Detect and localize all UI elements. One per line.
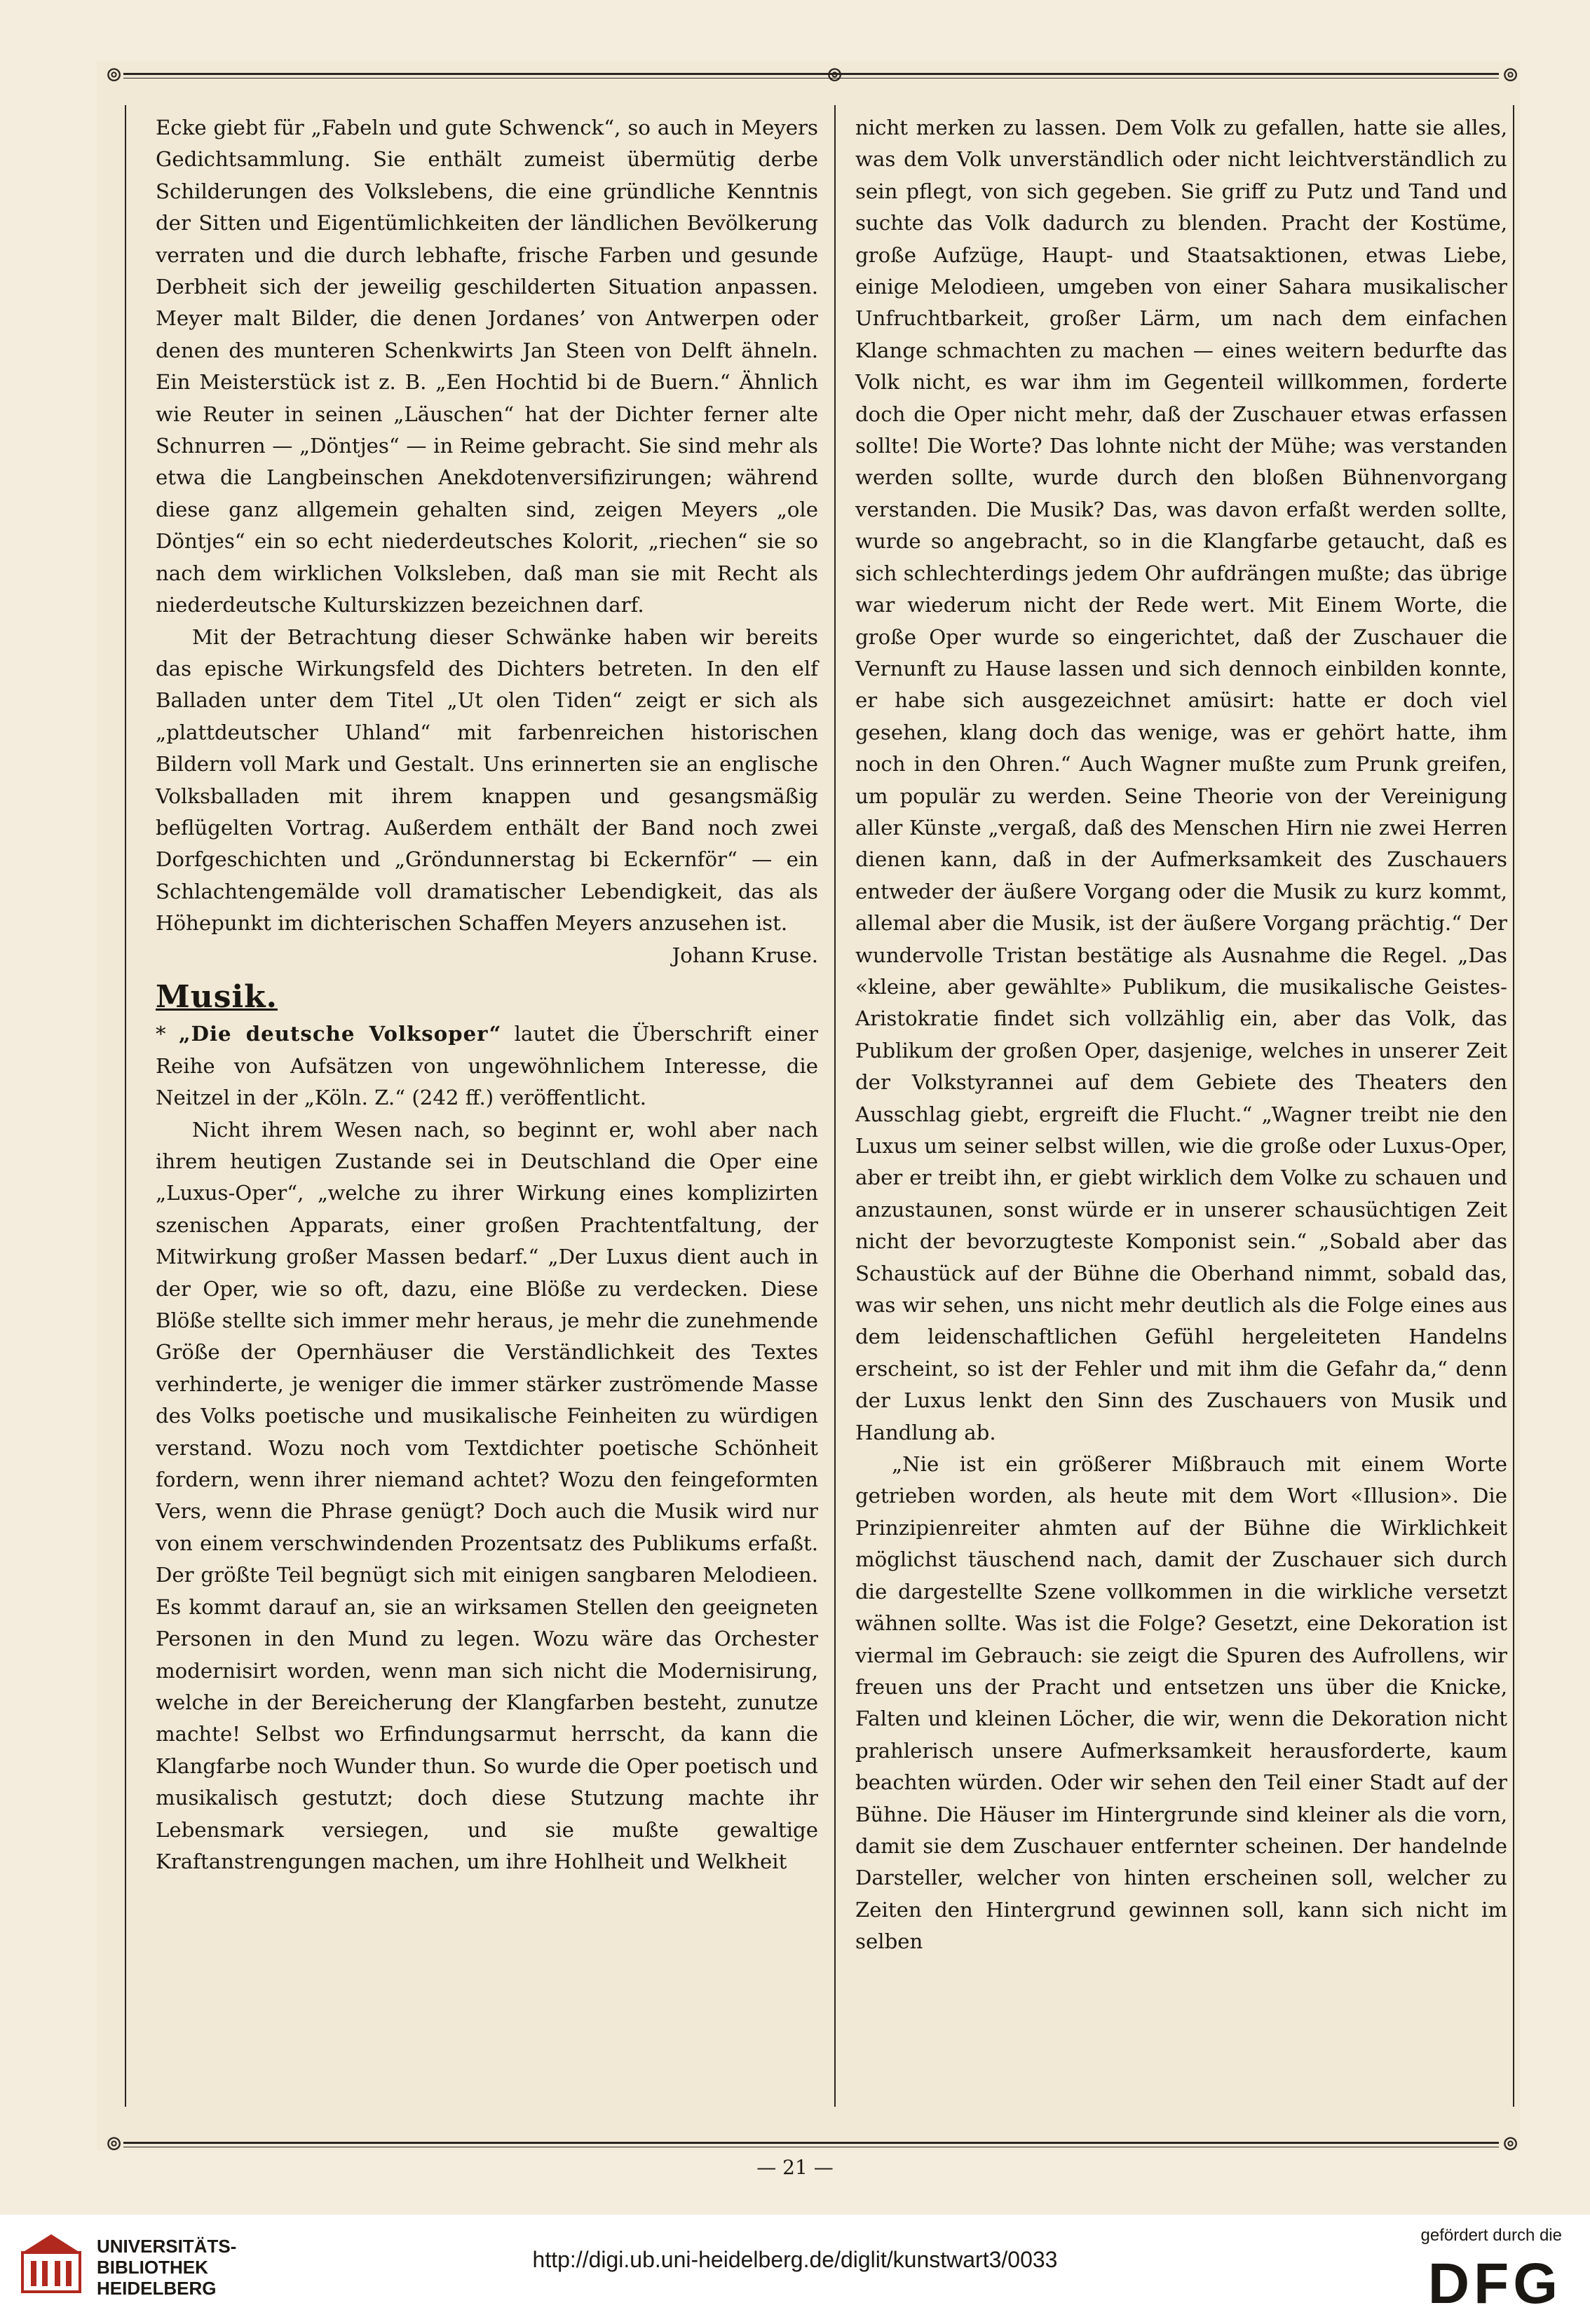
library-name-line-1: UNIVERSITÄTS- xyxy=(97,2236,237,2257)
author-signature: Johann Kruse. xyxy=(672,943,818,967)
column-divider-line xyxy=(834,105,836,2107)
ornament-top-left: ⊚ xyxy=(105,62,123,87)
page-number: — 21 — xyxy=(756,2156,834,2179)
left-border-line xyxy=(125,105,126,2107)
dfg-logo: DFG xyxy=(1427,2252,1562,2316)
article-title: „Die deutsche Volksoper“ xyxy=(178,1022,502,1046)
library-name-line-3: HEIDELBERG xyxy=(97,2278,217,2299)
left-paragraph-4: Nicht ihrem Wesen nach, so beginnt er, wohl aber nach ihrem heutigen Zustande sei in Deutschland die Oper eine „Luxus-Oper“, „welche zu ihrer Wirkung eines komplizirten szenischen Apparats, einer großen Prachtentfaltung, der Mitwirkung großer Massen bedarf.“ „Der Luxus dient auch in der Oper, wie so oft, dazu, eine Blöße zu verdecken. Diese Blöße stellte sich immer mehr heraus, je mehr die zunehmende Größe der Opernhäuser die Verständlichkeit des Textes verhinderte, je weniger die immer stärker zuströmende Masse des Volks poetische und musikalische Feinheiten zu würdigen verstand. Wozu noch vom Textdichter poetische Schönheit fordern, wenn ihrer niemand achtet? Wozu den feingeformten Vers, wenn die Phrase genügt? Doch auch die Musik wird nur von einem verschwindenden Prozentsatz des Publikums erfaßt. Der größte Teil begnügt sich mit einigen sangbaren Melodieen. Es kommt darauf an, sie an wirksamen Stellen den geeigneten Personen in den Mund zu legen. Wozu wäre das Orchester modernisirt worden, wenn man sich nicht die Modernisirung, welche in der Bereicherung der Klangfarben besteht, zunutze machte! Selbst wo Erfindungsarmut herrscht, da kann die Klangfarbe noch Wunder thun. So wurde die Oper poetisch und musikalisch gestutzt; doch diese Stutzung machte ihr Lebensmark versiegen, und sie mußte gewaltige Kraftanstrengungen machen, um ihre Hohlheit und Welkheit xyxy=(156,1117,818,1873)
ornament-top-middle: ⊚ xyxy=(826,62,844,87)
left-paragraph-1: Ecke giebt für „Fabeln und gute Schwenck“, so auch in Meyers Gedichtsammlung. Sie enthält zumeist übermütig derbe Schilderungen des Volkslebens, die eine gründliche Kenntnis der Sitten und Eigentümlichkeiten der ländlichen Bevölkerung verraten und die durch lebhafte, frische Farben und gesunde Derbheit sich der jeweilig geschilderten Situation anpassen. Meyer malt Bilder, die denen Jordanes’ von Antwerpen oder denen des munteren Schenkwirts Jan Steen von Delft ähneln. Ein Meisterstück ist z. B. „Een Hochtid bi de Buern.“ Ähnlich wie Reuter in seinen „Läuschen“ hat der Dichter ferner alte Schnurren — „Döntjes“ — in Reime gebracht. Sie sind mehr als etwa die Langbeinschen Anekdotenversifizirungen; während diese ganz allgemein gehalten sind, zeigen Meyers „ole Döntjes“ ein so echt niederdeutsches Kolorit, „riechen“ sie so nach dem wirklichen Volksleben, daß man sie mit Recht als niederdeutsche Kulturskizzen bezeichnen darf. xyxy=(156,116,818,617)
left-text-column xyxy=(156,112,818,1878)
right-text-column xyxy=(855,112,1507,1958)
left-paragraph-2: Mit der Betrachtung dieser Schwänke haben wir bereits das epische Wirkungsfeld des Dichters betreten. In den elf Balladen unter dem Titel „Ut olen Tiden“ zeigt er sich als „plattdeutscher Uhland“ mit farbenreichen historischen Bildern voll Mark und Gestalt. Uns erinnerten sie an englische Volksballaden mit ihrem knappen und gesangsmäßig beflügelten Vortrag. Außerdem enthält der Band noch zwei Dorfgeschichten und „Gröndunnerstag bi Eckernför“ — ein Schlachtengemälde voll dramatischer Lebendigkeit, das als Höhepunkt im dichterischen Schaffen Meyers anzusehen ist. xyxy=(156,624,818,936)
library-name-line-2: BIBLIOTHEK xyxy=(97,2257,208,2278)
top-double-rule xyxy=(123,73,1499,78)
right-paragraph-1: nicht merken zu lassen. Dem Volk zu gefallen, hatte sie alles, was dem Volk unverständlich oder nicht leichtverständlich zu sein pflegt, von sich gegeben. Sie griff zu Putz und Tand und suchte das Volk dadurch zu blenden. Pracht der Kostüme, große Aufzüge, Haupt- und Staatsaktionen, etwas Liebe, einige Melodieen, umgeben von einer Sahara musikalischer Unfruchtbarkeit, großer Lärm, um nach dem einfachen Klange schmachten zu machen — eines weitern bedurfte das Volk nicht, es war ihm im Gegenteil willkommen, forderte doch die Oper nicht mehr, daß der Zuschauer etwas erfassen sollte! Die Worte? Das lohnte nicht der Mühe; was verstanden werden sollte, wurde durch den bloßen Bühnenvorgang verstanden. Die Musik? Das, was davon erfaßt werden sollte, wurde so angebracht, so in die Klangfarbe getaucht, daß es sich schlechterdings jedem Ohr aufdrängen mußte; das übrige war wiederum nicht der Rede wert. Mit Einem Worte, die große Oper wurde so eingerichtet, daß der Zuschauer die Vernunft zu Hause lassen und sich dennoch einbilden konnte, er habe sich ausgezeichnet amüsirt: hatte er doch viel gesehen, klang doch das wenige, was er gehört hatte, ihm noch in den Ohren.“ Auch Wagner mußte zum Prunk greifen, um populär zu werden. Seine Theorie von der Vereinigung aller Künste „vergaß, daß des Menschen Hirn nie zwei Herren dienen kann, daß in der Aufmerksamkeit des Zuschauers entweder der äußere Vorgang oder die Musik zu kurz kommt, allemal aber die Musik, ist der äußere Vorgang prächtig.“ Der wundervolle Tristan bestätige als Ausnahme die Regel. „Das «kleine, aber gewählte» Publikum, die musikalische Geistes-Aristokratie findet sich vollzählig ein, aber das Volk, das Publikum der großen Oper, dasjenige, welches in unserer Zeit der Volkstyrannei auf dem Gebiete des Theaters den Ausschlag giebt, ergreift die Flucht.“ „Wagner treibt nie den Luxus um seiner selbst willen, wie die große oder Luxus-Oper, aber er treibt ihn, er giebt wirklich dem Volke zu schauen und anzustaunen, sonst würde er in unserer schausüchtigen Zeit nicht der bevorzugteste Komponist sein.“ „Sobald aber das Schaustück auf der Bühne die Oberhand nimmt, sobald das, was wir sehen, uns nicht mehr deutlich als die Folge eines aus dem leidenschaftlichen Gefühl hergeleiteten Handelns erscheint, so ist der Fehler und mit ihm die Gefahr da,“ denn der Luxus lenkt den Sinn des Zuschauers von Musik und Handlung ab. xyxy=(855,116,1507,1444)
ornament-top-right: ⊚ xyxy=(1502,62,1520,87)
right-paragraph-2: „Nie ist ein größerer Mißbrauch mit einem Worte getrieben worden, als heute mit dem Wort «Illusion». Die Prinzipienreiter ahmten auf der Bühne die Wirklichkeit möglichst täuschend nach, damit der Zuschauer sich durch die dargestellte Szene vollkommen in die wirkliche versetzt wähnen sollte. Was ist die Folge? Gesetzt, eine Dekoration ist viermal im Gebrauch: sie zeigt die Spuren des Aufrollens, wir freuen uns der Pracht und entsetzen uns über die Knicke, Falten und kleinen Löcher, die wir, wenn die Dekoration nicht prahlerisch unsere Aufmerksamkeit herausforderte, kaum beachten würden. Oder wir sehen den Teil einer Stadt auf der Bühne. Die Häuser im Hintergrunde sind kleiner als die vorn, damit sie dem Zuschauer entfernter scheinen. Der handelnde Darsteller, welcher von hinten erscheinen soll, welcher zu Zeiten den Hintergrund gewinnen soll, kann sich nicht im selben xyxy=(855,1452,1507,1954)
article-intro: lautet die Überschrift einer Reihe von Aufsätzen von ungewöhnlichem Interesse, die Neitzel in der „Köln. Z.“ (242 ff.) veröffentlicht. xyxy=(156,1022,818,1110)
ornament-bottom-left: ⊚ xyxy=(105,2131,123,2156)
bottom-double-rule xyxy=(123,2142,1499,2147)
source-url-link[interactable]: http://digi.ub.uni-heidelberg.de/diglit/kunstwart3/0033 xyxy=(532,2247,1058,2272)
section-heading-musik: Musik. xyxy=(156,978,278,1015)
ornament-bottom-right: ⊚ xyxy=(1502,2131,1520,2156)
left-paragraph-3 xyxy=(156,1018,818,1114)
article-marker: * xyxy=(156,1022,179,1046)
right-border-line xyxy=(1513,105,1514,2107)
funding-caption: gefördert durch die xyxy=(1420,2226,1562,2245)
